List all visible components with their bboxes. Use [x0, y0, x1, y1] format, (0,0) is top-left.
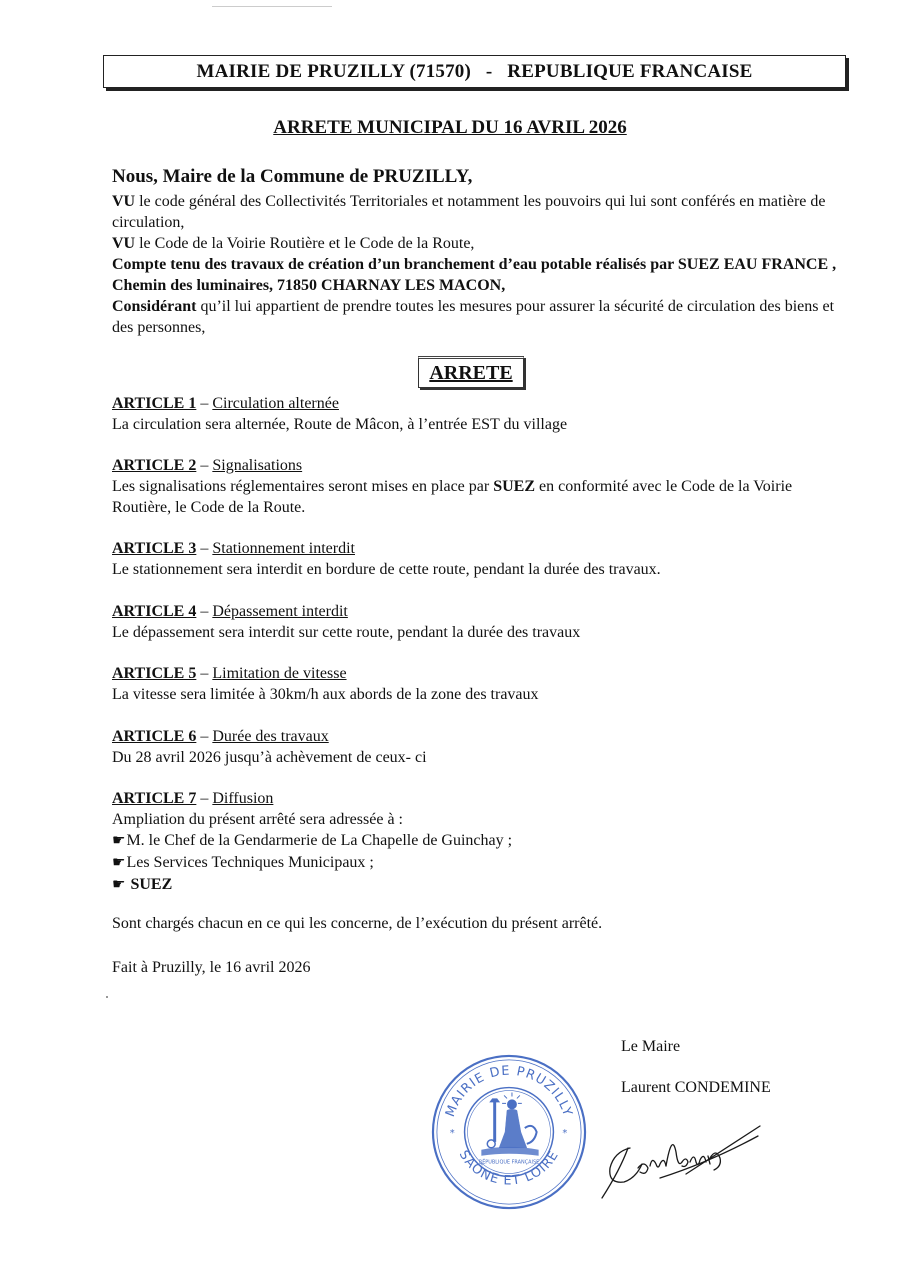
article-title: Stationnement interdit	[212, 540, 355, 557]
preamble-compte-tenu: Compte tenu des travaux de création d’un branchement d’eau potable réalisés par SUEZ EAU FRANCE , Chemin des luminaires, 71850 CHARNAY LES MACON,	[112, 256, 837, 294]
svg-text:*: *	[562, 1127, 568, 1139]
diffusion-item: ☛M. le Chef de la Gendarmerie de La Chapelle de Guinchay ;	[112, 832, 513, 849]
diffusion-item: ☛ SUEZ	[112, 876, 173, 893]
article-number: ARTICLE 7	[112, 790, 197, 807]
article-body: La circulation sera alternée, Route de Mâcon, à l’entrée EST du village	[112, 416, 568, 433]
article-body: Le stationnement sera interdit en bordure de cette route, pendant la durée des travaux.	[112, 561, 661, 578]
signatory-role: Le Maire	[621, 1038, 681, 1055]
article-title: Limitation de vitesse	[212, 665, 347, 682]
header-banner	[103, 55, 846, 88]
preamble-nous: Nous, Maire de la Commune de PRUZILLY,	[112, 166, 473, 187]
fait-a-line: Fait à Pruzilly, le 16 avril 2026	[112, 959, 311, 976]
signatory-name: Laurent CONDEMINE	[621, 1079, 771, 1096]
header-separator: -	[485, 60, 493, 82]
article-body: Du 28 avril 2026 jusqu’à achèvement de ceux- ci	[112, 749, 427, 766]
article-title: Diffusion	[212, 790, 274, 807]
diffusion-item: ☛Les Services Techniques Municipaux ;	[112, 854, 374, 871]
article-4: ARTICLE 4 – Dépassement interdit Le dépassement sera interdit sur cette route, pendant la durée des travaux	[112, 601, 842, 643]
preamble-vu-2: VU le Code de la Voirie Routière et le Code de la Route,	[112, 235, 475, 252]
preamble-considerant: Considérant qu’il lui appartient de prendre toutes les mesures pour assurer la sécurité de circulation des biens et des personnes,	[112, 298, 835, 336]
article-title: Circulation alternée	[212, 395, 339, 412]
article-6: ARTICLE 6 – Durée des travaux Du 28 avril 2026 jusqu’à achèvement de ceux- ci	[112, 726, 842, 768]
article-title: Durée des travaux	[212, 728, 329, 745]
article-title: Dépassement interdit	[212, 603, 348, 620]
article-number: ARTICLE 2	[112, 457, 197, 474]
svg-text:*: *	[449, 1127, 455, 1139]
article-number: ARTICLE 5	[112, 665, 197, 682]
header-republique: REPUBLIQUE FRANCAISE	[507, 60, 753, 82]
article-1: ARTICLE 1 – Circulation alternée La circulation sera alternée, Route de Mâcon, à l’entrée EST du village	[112, 393, 842, 435]
header-mairie: MAIRIE DE PRUZILLY (71570)	[196, 60, 472, 82]
article-number: ARTICLE 3	[112, 540, 197, 557]
article-7: ARTICLE 7 – Diffusion Ampliation du présent arrêté sera adressée à : ☛M. le Chef de la Gendarmerie de La Chapelle de Guinchay ; ☛Les Services Techniques Municipaux ; ☛ SUEZ	[112, 788, 842, 896]
article-body: Les signalisations réglementaires seront mises en place par SUEZ en conformité avec le Code de la Voirie Routière, le Code de la Route.	[112, 478, 793, 516]
handwritten-signature	[590, 1112, 770, 1202]
charges-statement: Sont chargés chacun en ce qui les concerne, de l’exécution du présent arrêté.	[112, 915, 603, 932]
article-5: ARTICLE 5 – Limitation de vitesse La vitesse sera limitée à 30km/h aux abords de la zone des travaux	[112, 663, 842, 705]
pointing-hand-icon: ☛	[112, 833, 126, 849]
preamble-vu-1: VU le code général des Collectivités Territoriales et notamment les pouvoirs qui lui sont conférés en matière de circulation,	[112, 193, 826, 231]
article-number: ARTICLE 1	[112, 395, 197, 412]
article-number: ARTICLE 4	[112, 603, 197, 620]
arrete-heading: ARRETE	[418, 356, 524, 388]
scan-artifact-line	[212, 6, 332, 7]
pointing-hand-icon: ☛	[112, 855, 126, 871]
svg-text:RÉPUBLIQUE FRANÇAISE: RÉPUBLIQUE FRANÇAISE	[478, 1159, 540, 1166]
article-body: La vitesse sera limitée à 30km/h aux abords de la zone des travaux	[112, 686, 539, 703]
document-title: ARRETE MUNICIPAL DU 16 AVRIL 2026	[273, 117, 627, 138]
article-2: ARTICLE 2 – Signalisations Les signalisations réglementaires seront mises en place par SUEZ en conformité avec le Code de la Voirie Routière, le Code de la Route.	[112, 455, 842, 518]
article-body: Ampliation du présent arrêté sera adressée à :	[112, 811, 403, 828]
article-body: Le dépassement sera interdit sur cette route, pendant la durée des travaux	[112, 624, 581, 641]
preamble	[112, 165, 842, 338]
article-title: Signalisations	[212, 457, 303, 474]
article-3: ARTICLE 3 – Stationnement interdit Le stationnement sera interdit en bordure de cette route, pendant la durée des travaux.	[112, 538, 842, 580]
scan-speck	[106, 996, 108, 998]
article-number: ARTICLE 6	[112, 728, 197, 745]
official-seal	[430, 1053, 588, 1211]
svg-text:MAIRIE DE PRUZILLY: MAIRIE DE PRUZILLY	[442, 1063, 576, 1120]
svg-text:SAÔNE ET LOIRE: SAÔNE ET LOIRE	[455, 1147, 563, 1189]
pointing-hand-icon: ☛	[112, 877, 126, 893]
